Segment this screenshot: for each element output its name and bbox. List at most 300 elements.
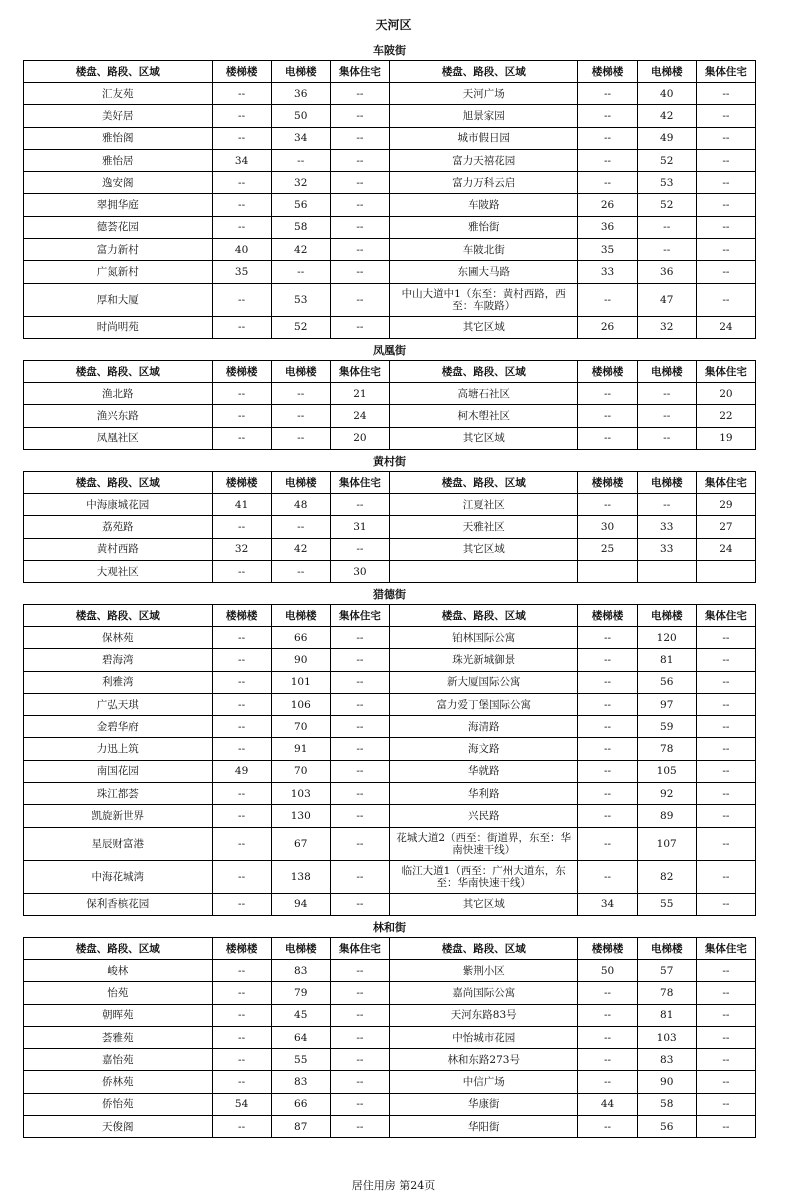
price-cell: -- bbox=[578, 405, 637, 427]
location-cell: 时尚明苑 bbox=[24, 316, 213, 338]
location-cell: 渔北路 bbox=[24, 383, 213, 405]
price-cell: -- bbox=[212, 982, 271, 1004]
price-cell: -- bbox=[212, 83, 271, 105]
price-cell: -- bbox=[330, 1026, 389, 1048]
price-cell: -- bbox=[330, 738, 389, 760]
table-header-row bbox=[24, 61, 756, 83]
location-cell: 中山大道中1（东至：黄村西路，西至：车陂路） bbox=[389, 283, 578, 316]
price-cell: -- bbox=[578, 1049, 637, 1071]
price-cell: 66 bbox=[271, 1093, 330, 1115]
price-cell: -- bbox=[578, 738, 637, 760]
column-header: 楼盘、路段、区域 bbox=[389, 61, 578, 83]
price-cell: -- bbox=[578, 1026, 637, 1048]
price-cell: -- bbox=[330, 316, 389, 338]
price-cell: -- bbox=[637, 383, 696, 405]
column-header: 楼盘、路段、区域 bbox=[24, 361, 213, 383]
section-title: 林和街 bbox=[373, 921, 406, 934]
price-cell: -- bbox=[696, 1004, 755, 1026]
location-cell: 黄村西路 bbox=[24, 538, 213, 560]
price-cell: 103 bbox=[271, 783, 330, 805]
price-cell: 94 bbox=[271, 893, 330, 915]
price-cell: -- bbox=[578, 383, 637, 405]
table-row bbox=[24, 194, 756, 216]
price-cell: -- bbox=[212, 194, 271, 216]
table-row bbox=[24, 1004, 756, 1026]
location-cell: 车陂路 bbox=[389, 194, 578, 216]
price-cell: -- bbox=[212, 1071, 271, 1093]
column-header: 楼盘、路段、区域 bbox=[24, 472, 213, 494]
location-cell: 珠光新城御景 bbox=[389, 649, 578, 671]
price-cell: 32 bbox=[212, 538, 271, 560]
price-cell: 24 bbox=[330, 405, 389, 427]
price-cell: 89 bbox=[637, 805, 696, 827]
price-cell: -- bbox=[696, 1071, 755, 1093]
column-header: 集体住宅 bbox=[330, 61, 389, 83]
table-row bbox=[24, 316, 756, 338]
column-header: 电梯楼 bbox=[637, 938, 696, 960]
page-title: 天河区 bbox=[375, 18, 412, 32]
price-cell: 106 bbox=[271, 693, 330, 715]
price-cell: -- bbox=[696, 693, 755, 715]
price-cell: -- bbox=[330, 805, 389, 827]
price-cell: 30 bbox=[330, 560, 389, 582]
table-row bbox=[24, 149, 756, 171]
price-cell: -- bbox=[578, 1004, 637, 1026]
price-cell: 33 bbox=[637, 516, 696, 538]
price-cell: 31 bbox=[330, 516, 389, 538]
column-header: 集体住宅 bbox=[330, 472, 389, 494]
price-cell: -- bbox=[696, 960, 755, 982]
column-header: 楼梯楼 bbox=[212, 61, 271, 83]
price-cell: -- bbox=[330, 494, 389, 516]
location-cell: 富力天禧花园 bbox=[389, 149, 578, 171]
column-header: 集体住宅 bbox=[330, 605, 389, 627]
location-cell: 富力万科云启 bbox=[389, 172, 578, 194]
column-header: 电梯楼 bbox=[637, 472, 696, 494]
location-cell: 海文路 bbox=[389, 738, 578, 760]
column-header: 楼梯楼 bbox=[212, 361, 271, 383]
location-cell: 华阳街 bbox=[389, 1116, 578, 1138]
column-header: 集体住宅 bbox=[696, 361, 755, 383]
location-cell: 华康街 bbox=[389, 1093, 578, 1115]
section-title: 黄村街 bbox=[373, 455, 406, 468]
table-row bbox=[24, 216, 756, 238]
price-cell: -- bbox=[212, 649, 271, 671]
price-cell: -- bbox=[212, 216, 271, 238]
location-cell: 广氮新村 bbox=[24, 261, 213, 283]
price-cell: -- bbox=[271, 261, 330, 283]
price-cell: -- bbox=[330, 127, 389, 149]
price-cell: -- bbox=[696, 1116, 755, 1138]
table-row bbox=[24, 560, 756, 582]
column-header: 楼梯楼 bbox=[578, 472, 637, 494]
price-cell: 36 bbox=[271, 83, 330, 105]
price-cell: -- bbox=[212, 716, 271, 738]
column-header: 集体住宅 bbox=[696, 938, 755, 960]
table-row bbox=[24, 716, 756, 738]
table-row bbox=[24, 127, 756, 149]
price-cell: -- bbox=[578, 149, 637, 171]
price-cell: 91 bbox=[271, 738, 330, 760]
price-cell: 35 bbox=[212, 261, 271, 283]
column-header: 楼梯楼 bbox=[578, 605, 637, 627]
table-row bbox=[24, 893, 756, 915]
price-cell: -- bbox=[330, 149, 389, 171]
location-cell: 力迅上筑 bbox=[24, 738, 213, 760]
table-row bbox=[24, 1116, 756, 1138]
column-header: 楼盘、路段、区域 bbox=[389, 605, 578, 627]
price-cell: -- bbox=[578, 982, 637, 1004]
price-cell: -- bbox=[330, 1004, 389, 1026]
table-row bbox=[24, 516, 756, 538]
location-cell: 侨林苑 bbox=[24, 1071, 213, 1093]
price-cell bbox=[578, 560, 637, 582]
price-cell: -- bbox=[212, 627, 271, 649]
table-header-row bbox=[24, 472, 756, 494]
column-header: 集体住宅 bbox=[696, 61, 755, 83]
price-cell: 87 bbox=[271, 1116, 330, 1138]
price-cell: -- bbox=[212, 405, 271, 427]
price-cell: 70 bbox=[271, 716, 330, 738]
section-title: 猎德街 bbox=[373, 588, 406, 601]
price-cell: 44 bbox=[578, 1093, 637, 1115]
location-cell: 新大厦国际公寓 bbox=[389, 671, 578, 693]
location-cell: 铂林国际公寓 bbox=[389, 627, 578, 649]
price-cell: 54 bbox=[212, 1093, 271, 1115]
price-cell: 83 bbox=[271, 1071, 330, 1093]
table-row bbox=[24, 760, 756, 782]
price-cell: 42 bbox=[271, 538, 330, 560]
column-header: 楼盘、路段、区域 bbox=[389, 361, 578, 383]
section-liede bbox=[23, 585, 756, 916]
price-cell: 50 bbox=[271, 105, 330, 127]
location-cell: 利雅湾 bbox=[24, 671, 213, 693]
column-header: 电梯楼 bbox=[271, 472, 330, 494]
column-header: 楼盘、路段、区域 bbox=[389, 472, 578, 494]
location-cell: 临江大道1（西至：广州大道东，东至：华南快速干线） bbox=[389, 860, 578, 893]
price-cell: -- bbox=[330, 1116, 389, 1138]
price-cell: -- bbox=[330, 649, 389, 671]
column-header: 楼梯楼 bbox=[212, 472, 271, 494]
table-row bbox=[24, 105, 756, 127]
section-title: 车陂街 bbox=[373, 44, 406, 57]
location-cell: 海清路 bbox=[389, 716, 578, 738]
price-cell: -- bbox=[330, 827, 389, 860]
price-cell: -- bbox=[212, 1049, 271, 1071]
price-cell: -- bbox=[212, 860, 271, 893]
table-row bbox=[24, 283, 756, 316]
price-cell: 103 bbox=[637, 1026, 696, 1048]
location-cell: 柯木塱社区 bbox=[389, 405, 578, 427]
section-fenghuang bbox=[23, 341, 756, 450]
location-cell: 珠江都荟 bbox=[24, 783, 213, 805]
price-cell: -- bbox=[212, 805, 271, 827]
location-cell: 嘉尚国际公寓 bbox=[389, 982, 578, 1004]
price-cell: -- bbox=[578, 671, 637, 693]
table-row bbox=[24, 671, 756, 693]
price-cell: -- bbox=[578, 693, 637, 715]
location-cell: 德荟花园 bbox=[24, 216, 213, 238]
price-cell: -- bbox=[696, 172, 755, 194]
column-header: 楼梯楼 bbox=[212, 938, 271, 960]
price-cell: -- bbox=[696, 283, 755, 316]
location-cell: 车陂北街 bbox=[389, 239, 578, 261]
table-row bbox=[24, 738, 756, 760]
price-cell: 40 bbox=[637, 83, 696, 105]
price-cell: 83 bbox=[637, 1049, 696, 1071]
location-cell: 翠拥华庭 bbox=[24, 194, 213, 216]
price-cell: -- bbox=[578, 627, 637, 649]
price-cell: -- bbox=[578, 716, 637, 738]
table-row bbox=[24, 1026, 756, 1048]
location-cell: 中海康城花园 bbox=[24, 494, 213, 516]
table-row bbox=[24, 783, 756, 805]
price-cell: -- bbox=[578, 827, 637, 860]
price-cell: 64 bbox=[271, 1026, 330, 1048]
price-cell: -- bbox=[271, 516, 330, 538]
price-cell: -- bbox=[212, 1026, 271, 1048]
price-cell: -- bbox=[212, 671, 271, 693]
price-cell: 36 bbox=[637, 261, 696, 283]
price-cell: -- bbox=[578, 1116, 637, 1138]
column-header: 电梯楼 bbox=[271, 605, 330, 627]
price-cell: 78 bbox=[637, 982, 696, 1004]
price-cell: 35 bbox=[578, 239, 637, 261]
table-header-row bbox=[24, 605, 756, 627]
location-cell: 金碧华府 bbox=[24, 716, 213, 738]
price-cell: 20 bbox=[330, 427, 389, 449]
price-cell: 101 bbox=[271, 671, 330, 693]
column-header: 电梯楼 bbox=[271, 361, 330, 383]
price-cell: -- bbox=[696, 760, 755, 782]
price-cell: -- bbox=[271, 383, 330, 405]
price-cell: 33 bbox=[578, 261, 637, 283]
table-row bbox=[24, 1071, 756, 1093]
price-cell: 56 bbox=[637, 671, 696, 693]
price-cell: -- bbox=[212, 516, 271, 538]
table-row bbox=[24, 427, 756, 449]
price-cell: 50 bbox=[578, 960, 637, 982]
price-cell: 67 bbox=[271, 827, 330, 860]
location-cell: 天河广场 bbox=[389, 83, 578, 105]
price-cell: -- bbox=[212, 316, 271, 338]
price-cell: 55 bbox=[637, 893, 696, 915]
price-cell: -- bbox=[696, 860, 755, 893]
price-table bbox=[23, 360, 756, 450]
location-cell: 雅怡街 bbox=[389, 216, 578, 238]
price-cell: -- bbox=[271, 405, 330, 427]
price-cell: -- bbox=[696, 671, 755, 693]
table-row bbox=[24, 627, 756, 649]
price-cell: -- bbox=[330, 760, 389, 782]
location-cell: 天河东路83号 bbox=[389, 1004, 578, 1026]
price-cell: 26 bbox=[578, 316, 637, 338]
price-cell: -- bbox=[330, 239, 389, 261]
location-cell: 荔苑路 bbox=[24, 516, 213, 538]
location-cell: 其它区域 bbox=[389, 427, 578, 449]
page-footer: 居住用房 第24页 bbox=[351, 1179, 436, 1192]
price-cell: -- bbox=[637, 427, 696, 449]
table-row bbox=[24, 172, 756, 194]
location-cell: 荟雅苑 bbox=[24, 1026, 213, 1048]
price-cell: 78 bbox=[637, 738, 696, 760]
price-cell: -- bbox=[578, 649, 637, 671]
price-cell: -- bbox=[696, 105, 755, 127]
price-cell: 52 bbox=[271, 316, 330, 338]
price-cell: 105 bbox=[637, 760, 696, 782]
price-cell: 53 bbox=[637, 172, 696, 194]
price-cell: -- bbox=[696, 261, 755, 283]
section-huangcun bbox=[23, 452, 756, 583]
location-cell: 广弘天琪 bbox=[24, 693, 213, 715]
location-cell bbox=[389, 560, 578, 582]
price-cell: -- bbox=[212, 738, 271, 760]
price-cell: 56 bbox=[637, 1116, 696, 1138]
location-cell: 东圃大马路 bbox=[389, 261, 578, 283]
price-cell: 138 bbox=[271, 860, 330, 893]
price-cell: 30 bbox=[578, 516, 637, 538]
price-cell: 52 bbox=[637, 194, 696, 216]
column-header: 集体住宅 bbox=[696, 472, 755, 494]
column-header: 电梯楼 bbox=[271, 61, 330, 83]
location-cell: 厚和大厦 bbox=[24, 283, 213, 316]
price-cell: 34 bbox=[271, 127, 330, 149]
price-cell: 49 bbox=[637, 127, 696, 149]
section-title: 凤凰街 bbox=[373, 344, 406, 357]
price-cell: -- bbox=[212, 960, 271, 982]
location-cell: 花城大道2（西至：街道界，东至：华南快速干线） bbox=[389, 827, 578, 860]
price-cell: -- bbox=[212, 427, 271, 449]
price-cell: -- bbox=[696, 1026, 755, 1048]
price-cell: -- bbox=[696, 827, 755, 860]
price-cell: 90 bbox=[637, 1071, 696, 1093]
location-cell: 凤凰社区 bbox=[24, 427, 213, 449]
price-cell: -- bbox=[330, 1049, 389, 1071]
price-cell: -- bbox=[696, 216, 755, 238]
section-chebei bbox=[23, 41, 756, 339]
price-cell: 82 bbox=[637, 860, 696, 893]
location-cell: 其它区域 bbox=[389, 538, 578, 560]
price-cell: -- bbox=[330, 105, 389, 127]
location-cell: 美好居 bbox=[24, 105, 213, 127]
price-cell: -- bbox=[578, 105, 637, 127]
location-cell: 中怡城市花园 bbox=[389, 1026, 578, 1048]
location-cell: 汇友苑 bbox=[24, 83, 213, 105]
column-header: 电梯楼 bbox=[637, 605, 696, 627]
price-cell: 41 bbox=[212, 494, 271, 516]
price-cell: 22 bbox=[696, 405, 755, 427]
price-cell: 56 bbox=[271, 194, 330, 216]
price-cell: -- bbox=[696, 805, 755, 827]
location-cell: 峻林 bbox=[24, 960, 213, 982]
price-cell: -- bbox=[330, 893, 389, 915]
table-row bbox=[24, 405, 756, 427]
price-cell: 45 bbox=[271, 1004, 330, 1026]
price-cell: -- bbox=[271, 560, 330, 582]
price-cell: -- bbox=[578, 760, 637, 782]
table-row bbox=[24, 982, 756, 1004]
price-cell: -- bbox=[212, 893, 271, 915]
section-linhe bbox=[23, 918, 756, 1138]
price-cell bbox=[637, 560, 696, 582]
price-cell: 58 bbox=[271, 216, 330, 238]
price-cell: 33 bbox=[637, 538, 696, 560]
price-cell: -- bbox=[578, 427, 637, 449]
location-cell: 保林苑 bbox=[24, 627, 213, 649]
price-cell: -- bbox=[578, 805, 637, 827]
price-cell: -- bbox=[330, 693, 389, 715]
price-cell: 53 bbox=[271, 283, 330, 316]
price-cell: -- bbox=[637, 239, 696, 261]
price-cell bbox=[696, 560, 755, 582]
location-cell: 其它区域 bbox=[389, 316, 578, 338]
location-cell: 紫荆小区 bbox=[389, 960, 578, 982]
table-row bbox=[24, 494, 756, 516]
location-cell: 天俊阁 bbox=[24, 1116, 213, 1138]
price-cell: 92 bbox=[637, 783, 696, 805]
price-table bbox=[23, 60, 756, 339]
price-cell: 32 bbox=[271, 172, 330, 194]
price-cell: -- bbox=[330, 261, 389, 283]
price-cell: 107 bbox=[637, 827, 696, 860]
column-header: 电梯楼 bbox=[637, 61, 696, 83]
price-cell: -- bbox=[330, 283, 389, 316]
price-cell: 66 bbox=[271, 627, 330, 649]
price-cell: 40 bbox=[212, 239, 271, 261]
price-cell: 48 bbox=[271, 494, 330, 516]
location-cell: 高塘石社区 bbox=[389, 383, 578, 405]
price-cell: -- bbox=[212, 172, 271, 194]
price-cell: -- bbox=[330, 172, 389, 194]
price-cell: -- bbox=[578, 1071, 637, 1093]
price-cell: 25 bbox=[578, 538, 637, 560]
location-cell: 嘉怡苑 bbox=[24, 1049, 213, 1071]
column-header: 电梯楼 bbox=[637, 361, 696, 383]
price-cell: -- bbox=[212, 127, 271, 149]
table-row bbox=[24, 1093, 756, 1115]
price-cell: 27 bbox=[696, 516, 755, 538]
location-cell: 凯旋新世界 bbox=[24, 805, 213, 827]
table-row bbox=[24, 649, 756, 671]
price-cell: 79 bbox=[271, 982, 330, 1004]
price-cell: -- bbox=[696, 649, 755, 671]
table-row bbox=[24, 383, 756, 405]
price-cell: -- bbox=[212, 283, 271, 316]
table-row bbox=[24, 239, 756, 261]
price-cell: -- bbox=[578, 83, 637, 105]
price-cell: -- bbox=[212, 1116, 271, 1138]
table-header-row bbox=[24, 938, 756, 960]
price-cell: 120 bbox=[637, 627, 696, 649]
location-cell: 逸安阁 bbox=[24, 172, 213, 194]
location-cell: 其它区域 bbox=[389, 893, 578, 915]
price-cell: 97 bbox=[637, 693, 696, 715]
price-cell: 24 bbox=[696, 538, 755, 560]
price-cell: -- bbox=[330, 783, 389, 805]
column-header: 楼盘、路段、区域 bbox=[24, 938, 213, 960]
location-cell: 保利香槟花园 bbox=[24, 893, 213, 915]
price-table bbox=[23, 471, 756, 583]
table-row bbox=[24, 860, 756, 893]
location-cell: 碧海湾 bbox=[24, 649, 213, 671]
location-cell: 渔兴东路 bbox=[24, 405, 213, 427]
price-cell: -- bbox=[637, 405, 696, 427]
location-cell: 南国花园 bbox=[24, 760, 213, 782]
price-cell: -- bbox=[330, 216, 389, 238]
table-header-row bbox=[24, 361, 756, 383]
location-cell: 雅怡阁 bbox=[24, 127, 213, 149]
price-cell: -- bbox=[696, 239, 755, 261]
